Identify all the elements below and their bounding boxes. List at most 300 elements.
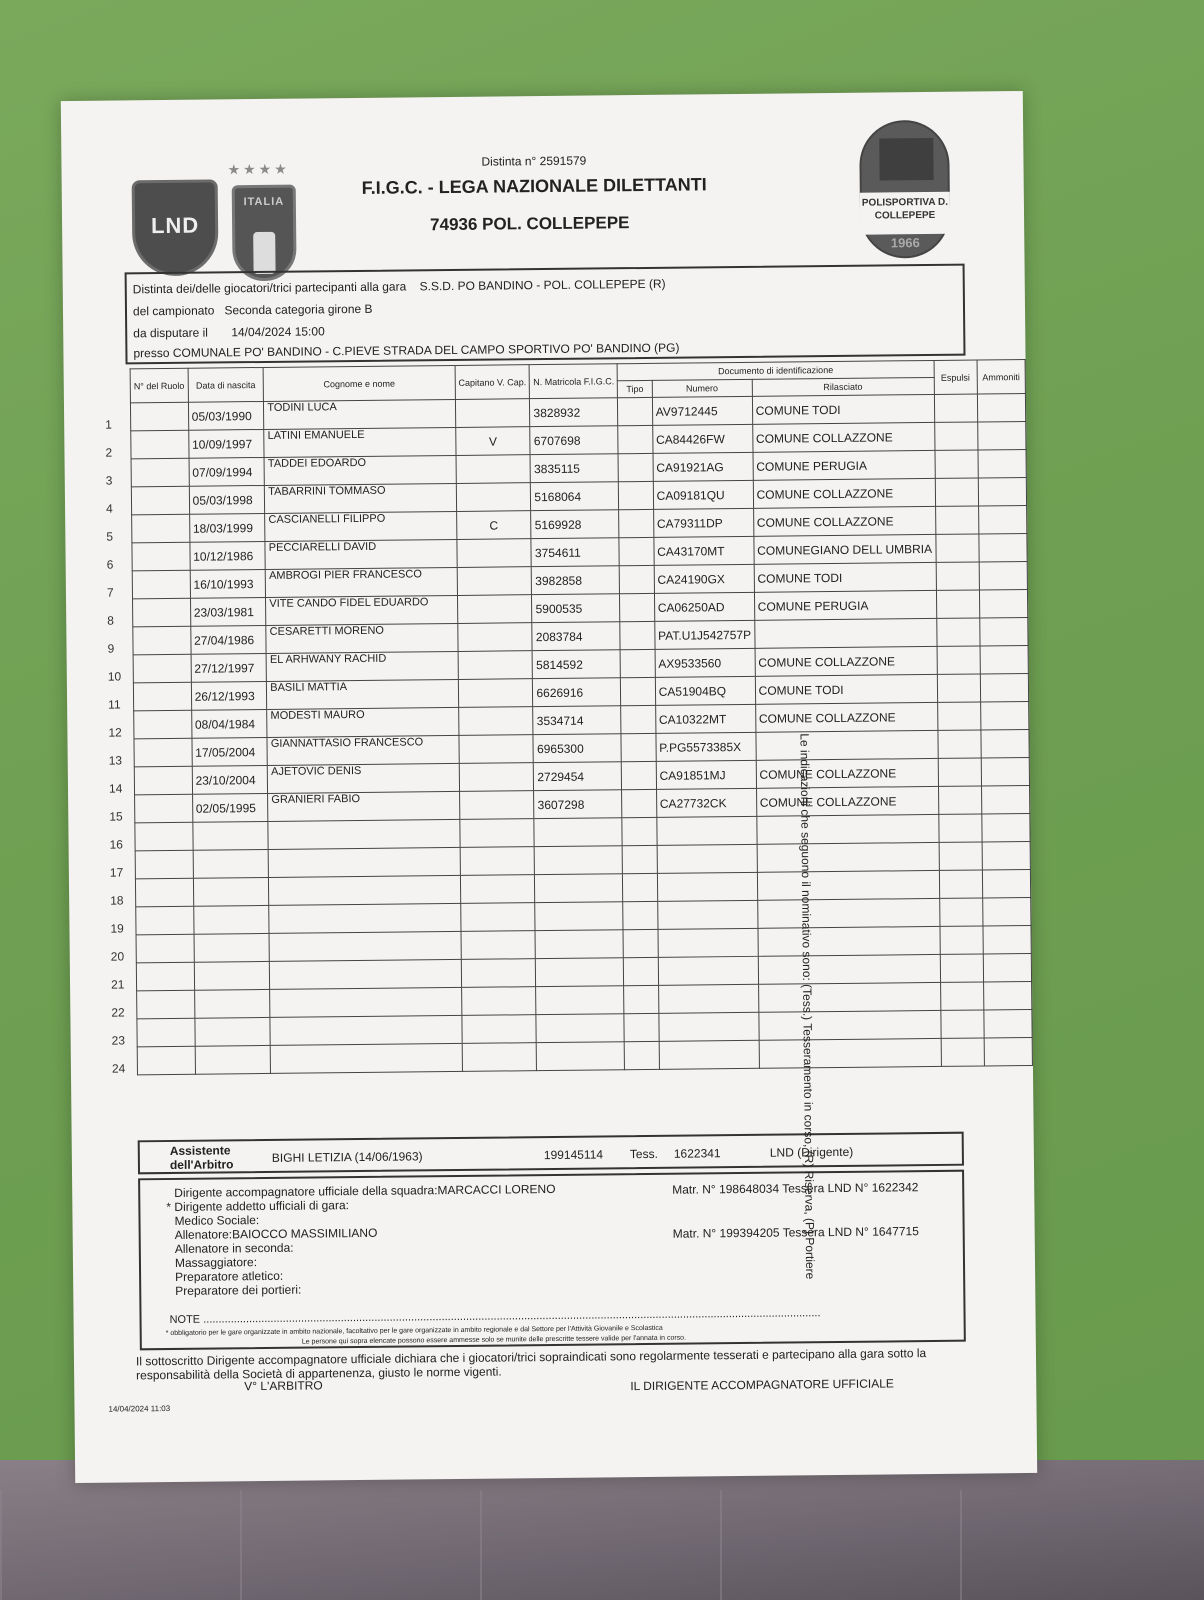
ruolo-cell xyxy=(111,1018,195,1048)
espulsi-cell xyxy=(937,730,980,758)
ammoniti-cell xyxy=(984,1009,1033,1038)
matricola-cell: 5900535 xyxy=(532,594,620,623)
doc-issuer-cell: COMUNE TODI xyxy=(755,674,937,704)
ammoniti-cell xyxy=(978,505,1027,534)
match-info-box: Distinta dei/delle giocatori/trici partecipanti alla gara S.S.D. PO BANDINO - POL. COLLEPEPE (R) del campionato Seconda categoria girone B da disputare il 14/04/2024 15:00 presso COMUNALE PO' BANDINO - C.PIEVE STRADA DEL CAMPO SPORTIVO PO' BANDINO (PG) xyxy=(125,264,966,365)
doc-number-cell: CA09181QU xyxy=(653,480,753,509)
doc-type-cell xyxy=(622,789,657,817)
row-number: 7 xyxy=(106,585,114,600)
ruolo-cell xyxy=(108,738,192,768)
floor-tile xyxy=(720,1490,962,1600)
player-name-cell: AJETOVIC DENIS xyxy=(268,763,460,793)
birth-date-cell: 18/03/1999 xyxy=(189,513,265,542)
birth-date-cell: 16/10/1993 xyxy=(190,569,266,598)
matricola-cell xyxy=(536,1014,624,1043)
matricola-cell: 3828932 xyxy=(530,398,618,427)
matricola-cell xyxy=(535,846,623,875)
doc-number-cell xyxy=(657,844,757,873)
col-ammoniti: Ammoniti xyxy=(977,359,1026,394)
assistant-matricola: 199145114 xyxy=(543,1147,604,1163)
espulsi-cell xyxy=(934,422,977,450)
doc-issuer-cell xyxy=(758,926,940,956)
doc-issuer-cell: COMUNE COLLAZZONE xyxy=(756,758,938,788)
espulsi-cell xyxy=(935,506,978,534)
player-name-cell xyxy=(268,847,460,877)
birth-date-cell: 27/12/1997 xyxy=(191,653,267,682)
captain-cell xyxy=(458,651,533,680)
ruolo-cell xyxy=(106,542,190,572)
col-matricola: N. Matricola F.I.G.C. xyxy=(529,364,617,399)
doc-type-cell xyxy=(623,873,658,901)
birth-date-cell: 07/09/1994 xyxy=(189,457,265,486)
player-name-cell xyxy=(268,819,460,849)
captain-cell xyxy=(459,791,534,820)
espulsi-cell xyxy=(940,954,983,982)
matricola-cell: 3754611 xyxy=(531,538,619,567)
matricola-cell: 6965300 xyxy=(533,734,621,763)
doc-number-cell: CA10322MT xyxy=(655,704,755,733)
ruolo-cell xyxy=(105,430,189,460)
birth-date-cell xyxy=(195,1017,271,1046)
captain-cell xyxy=(456,483,531,512)
birth-date-cell xyxy=(194,989,270,1018)
matricola-cell: 3835115 xyxy=(530,454,618,483)
row-number: 3 xyxy=(105,473,113,488)
player-name-cell xyxy=(269,903,461,933)
player-name-cell: AMBROGI PIER FRANCESCO xyxy=(265,567,457,597)
doc-issuer-cell xyxy=(757,842,939,872)
ammoniti-cell xyxy=(979,533,1028,562)
assistant-rilasciato: LND (Dirigente) xyxy=(769,1144,854,1160)
doc-type-cell xyxy=(622,817,657,845)
dirigente-matricola: Matr. N° 198648034 Tessera LND N° 1622342 xyxy=(672,1180,919,1197)
espulsi-cell xyxy=(938,786,981,814)
ammoniti-cell xyxy=(984,1037,1033,1066)
row-number: 12 xyxy=(108,724,122,740)
matricola-cell xyxy=(535,902,623,931)
birth-date-cell: 05/03/1998 xyxy=(189,485,265,514)
doc-number-cell: CA91921AG xyxy=(653,452,753,481)
captain-cell xyxy=(458,679,533,708)
ammoniti-cell xyxy=(982,841,1031,870)
espulsi-cell xyxy=(936,590,979,618)
dirigente-signature-label: IL DIRIGENTE ACCOMPAGNATORE UFFICIALE xyxy=(630,1376,894,1394)
ammoniti-cell xyxy=(981,813,1030,842)
doc-type-cell xyxy=(620,621,655,649)
ruolo-cell xyxy=(110,878,193,908)
doc-number-cell: CA43170MT xyxy=(654,536,754,565)
doc-issuer-cell: COMUNE PERUGIA xyxy=(754,590,936,620)
doc-issuer-cell xyxy=(759,1038,941,1068)
ammoniti-cell xyxy=(979,561,1028,590)
birth-date-cell: 10/12/1986 xyxy=(190,541,266,570)
championship: Seconda categoria girone B xyxy=(224,301,373,318)
doc-issuer-cell: COMUNEGIANO DELL UMBRIA xyxy=(754,534,936,564)
matricola-cell xyxy=(535,874,623,903)
row-number: 16 xyxy=(109,836,124,852)
doc-number-cell: P.PG5573385X xyxy=(656,732,756,761)
col-capitano: Capitano V. Cap. xyxy=(455,365,530,400)
player-name-cell: GRANIERI FABIO xyxy=(268,791,460,821)
doc-type-cell xyxy=(619,481,654,509)
captain-cell xyxy=(459,735,534,764)
doc-number-cell xyxy=(659,1012,759,1041)
doc-issuer-cell xyxy=(754,618,936,648)
row-number: 9 xyxy=(107,641,115,656)
ammoniti-cell xyxy=(979,589,1028,618)
matricola-cell: 6707698 xyxy=(530,426,618,455)
floor-tile xyxy=(0,1490,242,1600)
espulsi-cell xyxy=(934,394,977,422)
espulsi-cell xyxy=(937,674,980,702)
ruolo-cell xyxy=(111,990,195,1020)
col-rilasciato: Rilasciato xyxy=(752,377,934,396)
espulsi-cell xyxy=(936,562,979,590)
matricola-cell: 5814592 xyxy=(532,650,620,679)
espulsi-cell xyxy=(939,898,982,926)
captain-cell: V xyxy=(455,427,530,456)
ruolo-cell xyxy=(108,766,192,796)
col-nome: Cognome e nome xyxy=(263,365,455,401)
doc-type-cell xyxy=(625,1041,660,1069)
espulsi-cell xyxy=(941,1038,984,1066)
doc-type-cell xyxy=(623,929,658,957)
row-number: 13 xyxy=(108,752,123,768)
captain-cell xyxy=(455,399,530,428)
row-number: 5 xyxy=(106,529,114,544)
birth-date-cell: 08/04/1984 xyxy=(191,709,267,738)
birth-date-cell: 27/04/1986 xyxy=(190,625,266,654)
match-datetime: 14/04/2024 15:00 xyxy=(231,324,325,340)
birth-date-cell: 23/03/1981 xyxy=(190,597,266,626)
ruolo-cell xyxy=(110,906,194,936)
row-number: 15 xyxy=(109,808,123,824)
floor-tile xyxy=(480,1490,722,1600)
doc-number-cell: CA06250AD xyxy=(654,592,754,621)
doc-issuer-cell: COMUNE COLLAZZONE xyxy=(756,786,938,816)
doc-type-cell xyxy=(622,761,657,789)
doc-number-cell: CA51904BQ xyxy=(655,676,755,705)
matricola-cell: 3607298 xyxy=(534,790,622,819)
captain-cell xyxy=(457,595,532,624)
doc-number-cell xyxy=(656,816,756,845)
ammoniti-cell xyxy=(982,897,1031,926)
doc-issuer-cell xyxy=(758,982,940,1012)
ammoniti-cell xyxy=(981,785,1030,814)
espulsi-cell xyxy=(938,814,981,842)
doc-type-cell xyxy=(621,649,656,677)
captain-cell xyxy=(457,623,532,652)
doc-issuer-cell xyxy=(756,730,938,760)
matricola-cell: 5169928 xyxy=(531,510,619,539)
matricola-cell: 2729454 xyxy=(534,762,622,791)
players-table xyxy=(105,359,1033,1076)
matricola-cell xyxy=(537,1042,625,1071)
team-name: 74936 POL. COLLEPEPE xyxy=(430,213,630,235)
note-line: NOTE .......................................................................................................................................................................................................... xyxy=(169,1307,821,1327)
player-name-cell xyxy=(270,987,462,1017)
ruolo-cell xyxy=(105,486,189,516)
player-name-cell xyxy=(270,1043,462,1073)
ruolo-cell xyxy=(108,710,192,740)
player-name-cell xyxy=(270,1015,462,1045)
birth-date-cell xyxy=(193,905,269,934)
espulsi-cell xyxy=(936,618,979,646)
captain-cell xyxy=(462,1043,537,1072)
doc-number-cell: CA27732CK xyxy=(656,788,756,817)
doc-type-cell xyxy=(619,509,654,537)
matricola-cell: 3534714 xyxy=(533,706,621,735)
doc-type-cell xyxy=(620,593,655,621)
allenatore: Allenatore:BAIOCCO MASSIMILIANO xyxy=(174,1225,378,1242)
birth-date-cell: 23/10/2004 xyxy=(192,765,268,794)
birth-date-cell: 05/03/1990 xyxy=(188,401,264,430)
ruolo-cell xyxy=(106,570,190,600)
player-name-cell xyxy=(270,959,462,989)
ruolo-cell xyxy=(109,822,193,852)
captain-cell xyxy=(460,875,535,904)
ruolo-cell xyxy=(107,626,191,656)
doc-number-cell: CA91851MJ xyxy=(656,760,756,789)
row-number: 20 xyxy=(110,948,125,964)
player-name-cell: CESARETTI MORENO xyxy=(266,623,458,653)
matricola-cell: 5168064 xyxy=(531,482,619,511)
match-sheet-paper xyxy=(61,91,1037,1483)
captain-cell xyxy=(462,1015,537,1044)
ruolo-cell xyxy=(110,962,194,992)
ammoniti-cell xyxy=(983,925,1032,954)
distinta-number: Distinta n° 2591579 xyxy=(481,153,587,169)
doc-number-cell: AX9533560 xyxy=(655,648,755,677)
espulsi-cell xyxy=(939,842,982,870)
player-name-cell: TABARRINI TOMMASO xyxy=(265,483,457,513)
player-name-cell: EL ARHWANY RACHID xyxy=(266,651,458,681)
captain-cell xyxy=(460,903,535,932)
col-nascita: Data di nascita xyxy=(188,367,264,402)
doc-number-cell xyxy=(659,1040,759,1069)
ruolo-cell xyxy=(109,850,193,880)
ammoniti-cell xyxy=(980,645,1029,674)
ammoniti-cell xyxy=(977,393,1026,422)
doc-number-cell xyxy=(658,956,758,985)
ammoniti-cell xyxy=(977,421,1026,450)
espulsi-cell xyxy=(935,450,978,478)
doc-issuer-cell xyxy=(757,870,939,900)
staff-section: Dirigente accompagnatore ufficiale della squadra:MARCACCI LORENO Matr. N° 198648034 Tessera LND N° 1622342 * Dirigente addetto ufficiali di gara: Medico Sociale: Allenatore:BAIOCCO MASSIMILIANO Matr. N° 199394205 Tessera LND N° 1647715 Allenatore in seconda: Massaggiatore: Preparatore atletico: Preparatore dei portieri: NOTE .......................................................................................................................................................................................................... * obbligatorio per le gare organizzate in ambito nazionale, facoltativo per le gare organizzate in ambito regionale e dal Settore per l'Attività Giovanile e Scolastica Le persone qui sopra elencate possono essere ammesse solo se munite delle prescritte tessere valide per l'annata in corso. xyxy=(138,1170,966,1351)
assistant-tipo: Tess. xyxy=(629,1146,658,1162)
row-number: 21 xyxy=(110,976,125,992)
doc-number-cell xyxy=(657,872,757,901)
birth-date-cell xyxy=(194,961,270,990)
doc-issuer-cell xyxy=(758,1010,940,1040)
player-name-cell: TODINI LUCA xyxy=(264,399,456,429)
col-numero: Numero xyxy=(652,379,752,397)
player-name-cell: CASCIANELLI FILIPPO xyxy=(265,511,457,541)
birth-date-cell xyxy=(194,933,270,962)
floor-tile xyxy=(240,1490,482,1600)
espulsi-cell xyxy=(937,702,980,730)
italia-logo: ITALIA xyxy=(232,185,297,282)
row-number: 19 xyxy=(110,920,124,936)
col-tipo: Tipo xyxy=(618,380,652,397)
espulsi-cell xyxy=(935,534,978,562)
row-number: 22 xyxy=(111,1004,125,1020)
birth-date-cell xyxy=(195,1045,271,1074)
doc-issuer-cell: COMUNE PERUGIA xyxy=(753,450,935,480)
row-number: 1 xyxy=(105,417,112,432)
doc-type-cell xyxy=(624,1013,659,1041)
player-name-cell: BASILI MATTIA xyxy=(267,679,459,709)
matricola-cell xyxy=(536,958,624,987)
doc-type-cell xyxy=(624,985,659,1013)
ruolo-cell xyxy=(109,794,193,824)
doc-issuer-cell: COMUNE COLLAZZONE xyxy=(752,422,934,452)
ammoniti-cell xyxy=(983,981,1032,1010)
captain-cell xyxy=(458,707,533,736)
doc-number-cell xyxy=(658,984,758,1013)
player-name-cell xyxy=(269,931,461,961)
doc-type-cell xyxy=(621,705,656,733)
player-name-cell: PECCIARELLI DAVID xyxy=(265,539,457,569)
captain-cell xyxy=(456,455,531,484)
espulsi-cell xyxy=(937,646,980,674)
ruolo-cell xyxy=(110,934,194,964)
ammoniti-cell xyxy=(978,449,1027,478)
side-note: Le indicazioni che seguono il nominativo sono: (Tess.) Tesseramento in corso, (R) Riserva, (P) Portiere xyxy=(797,733,818,1280)
birth-date-cell xyxy=(193,877,269,906)
row-number: 10 xyxy=(107,668,122,684)
ammoniti-cell xyxy=(981,757,1030,786)
captain-cell xyxy=(457,567,532,596)
doc-issuer-cell: COMUNE TODI xyxy=(752,394,934,424)
row-number: 4 xyxy=(105,501,113,516)
col-ruolo: N° del Ruolo xyxy=(130,368,188,403)
captain-cell: C xyxy=(456,511,531,540)
captain-cell xyxy=(460,847,535,876)
floor-tile xyxy=(960,1490,1202,1600)
matricola-cell xyxy=(535,930,623,959)
doc-issuer-cell: COMUNE COLLAZZONE xyxy=(753,478,935,508)
declaration-text: Il sottoscritto Dirigente accompagnatore ufficiale dichiara che i giocatori/trici sopraindicati sono regolarmente tesserati e partecipano alla gara sotto la responsabilità della Società di appartenenza, giusto le norme vigenti. xyxy=(135,1346,927,1383)
ruolo-cell xyxy=(107,598,191,628)
birth-date-cell xyxy=(193,849,269,878)
birth-date-cell xyxy=(192,821,268,850)
birth-date-cell: 26/12/1993 xyxy=(191,681,267,710)
col-espulsi: Espulsi xyxy=(934,360,977,394)
doc-type-cell xyxy=(618,425,653,453)
row-number: 23 xyxy=(111,1032,126,1048)
ammoniti-cell xyxy=(979,617,1028,646)
ruolo-cell xyxy=(108,682,191,712)
captain-cell xyxy=(459,763,534,792)
captain-cell xyxy=(461,959,536,988)
birth-date-cell: 02/05/1995 xyxy=(192,793,268,822)
doc-number-cell: PAT.U1J542757P xyxy=(654,620,754,649)
assistant-name: BIGHI LETIZIA (14/06/1963) xyxy=(271,1149,423,1165)
ammoniti-cell xyxy=(980,673,1029,702)
doc-issuer-cell xyxy=(757,898,939,928)
ruolo-cell xyxy=(105,458,189,488)
espulsi-cell xyxy=(940,982,983,1010)
captain-cell xyxy=(461,987,536,1016)
espulsi-cell xyxy=(940,1010,983,1038)
allenatore-matricola: Matr. N° 199394205 Tessera LND N° 1647715 xyxy=(672,1224,919,1241)
row-number: 8 xyxy=(107,613,114,628)
doc-number-cell xyxy=(658,928,758,957)
player-name-cell: GIANNATTASIO FRANCESCO xyxy=(267,735,459,765)
matricola-cell: 2083784 xyxy=(532,622,620,651)
matricola-cell xyxy=(536,986,624,1015)
player-name-cell: MODESTI MAURO xyxy=(267,707,459,737)
arbitro-signature-label: V° L'ARBITRO xyxy=(244,1378,323,1394)
ruolo-cell xyxy=(111,1046,195,1076)
doc-type-cell xyxy=(619,537,654,565)
ammoniti-cell xyxy=(981,729,1030,758)
lnd-logo: LND xyxy=(132,179,219,276)
doc-issuer-cell xyxy=(756,814,938,844)
doc-number-cell xyxy=(657,900,757,929)
doc-type-cell xyxy=(618,397,653,425)
ammoniti-cell xyxy=(982,869,1031,898)
birth-date-cell: 17/05/2004 xyxy=(192,737,268,766)
doc-type-cell xyxy=(624,957,659,985)
col-documento: Documento di identificazione xyxy=(618,360,934,380)
venue: COMUNALE PO' BANDINO - C.PIEVE STRADA DEL CAMPO SPORTIVO PO' BANDINO (PG) xyxy=(172,340,680,360)
ammoniti-cell xyxy=(983,953,1032,982)
doc-type-cell xyxy=(621,677,656,705)
doc-number-cell: CA79311DP xyxy=(653,508,753,537)
ruolo-cell xyxy=(106,514,190,544)
match-name: S.S.D. PO BANDINO - POL. COLLEPEPE (R) xyxy=(419,276,666,294)
player-name-cell: TADDEI EDOARDO xyxy=(264,455,456,485)
assistant-numero: 1622341 xyxy=(673,1146,721,1161)
row-number: 14 xyxy=(108,780,123,796)
stars-icon: ★★★★ xyxy=(227,160,290,178)
espulsi-cell xyxy=(939,870,982,898)
doc-number-cell: AV9712445 xyxy=(652,396,752,425)
player-name-cell xyxy=(269,875,461,905)
dirigente-ufficiale: Dirigente accompagnatore ufficiale della squadra:MARCACCI LORENO xyxy=(174,1181,556,1200)
matricola-cell: 3982858 xyxy=(532,566,620,595)
doc-type-cell xyxy=(623,845,658,873)
captain-cell xyxy=(460,819,535,848)
row-number: 18 xyxy=(110,892,124,908)
player-name-cell: LATINI EMANUELE xyxy=(264,427,456,457)
birth-date-cell: 10/09/1997 xyxy=(188,429,264,458)
ammoniti-cell xyxy=(978,477,1027,506)
matricola-cell xyxy=(534,818,622,847)
document-title: F.I.G.C. - LEGA NAZIONALE DILETTANTI xyxy=(361,174,707,198)
doc-type-cell xyxy=(623,901,658,929)
doc-issuer-cell: COMUNE COLLAZZONE xyxy=(755,702,937,732)
doc-type-cell xyxy=(621,733,656,761)
row-number: 11 xyxy=(108,696,121,712)
club-logo: POLISPORTIVA D. COLLEPEPE 1966 xyxy=(859,120,950,259)
row-number: 2 xyxy=(105,445,113,460)
matricola-cell: 6626916 xyxy=(533,678,621,707)
doc-issuer-cell: COMUNE TODI xyxy=(754,562,936,592)
doc-type-cell xyxy=(618,453,653,481)
doc-issuer-cell xyxy=(758,954,940,984)
doc-number-cell: CA24190GX xyxy=(654,564,754,593)
espulsi-cell xyxy=(940,926,983,954)
row-number: 17 xyxy=(109,864,124,880)
player-name-cell: VITE CANDO FIDEL EDUARDO xyxy=(266,595,458,625)
doc-issuer-cell: COMUNE COLLAZZONE xyxy=(755,646,937,676)
doc-issuer-cell: COMUNE COLLAZZONE xyxy=(753,506,935,536)
ruolo-cell xyxy=(105,402,188,432)
ammoniti-cell xyxy=(980,701,1029,730)
